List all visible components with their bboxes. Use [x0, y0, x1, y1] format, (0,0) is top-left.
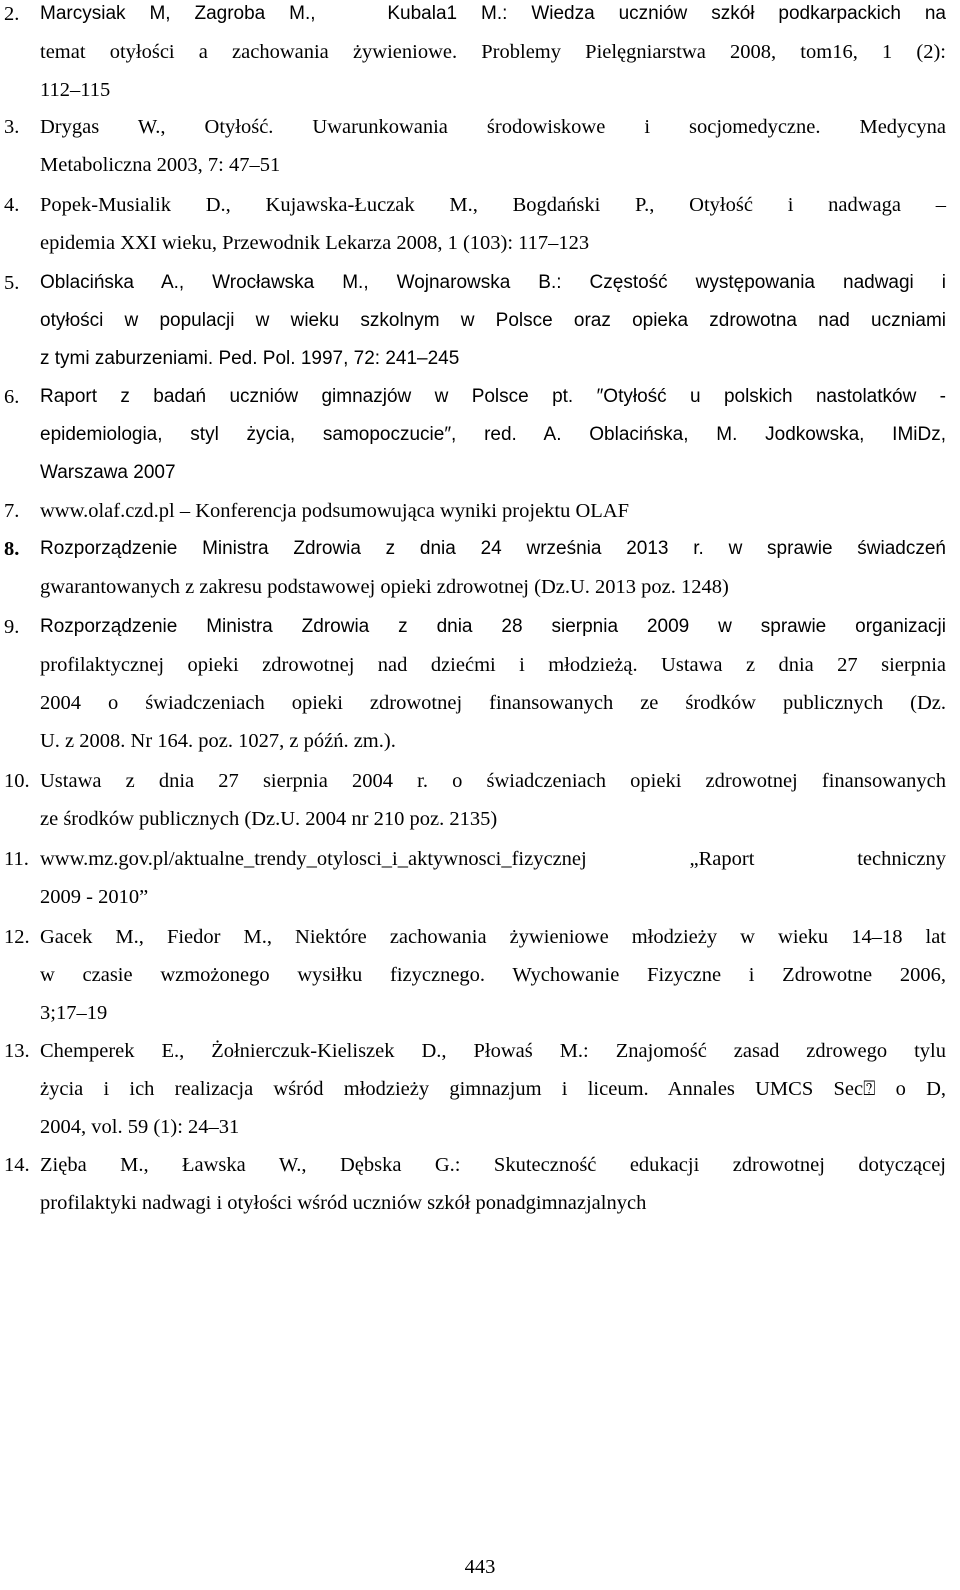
page-number: 443: [464, 1556, 496, 1578]
reference-line: 2004, vol. 59 (1): 24–31: [40, 1116, 240, 1138]
reference-line: 3;17–19: [40, 1002, 108, 1024]
reference-number: 11.: [4, 848, 29, 870]
reference-number: 6.: [4, 386, 20, 408]
reference-line: ze środków publicznych (Dz.U. 2004 nr 210 poz. 2135): [40, 808, 498, 830]
reference-number: 10.: [4, 770, 30, 792]
reference-line: Chemperek E., Żołnierczuk-Kieliszek D., Płowaś M.: Znajomość zasad zdrowego tylu: [40, 1040, 946, 1062]
reference-number: 4.: [4, 194, 20, 216]
reference-line: 2004 o świadczeniach opieki zdrowotnej finansowanych ze środków publicznych (Dz.: [40, 692, 946, 714]
reference-line: Warszawa 2007: [40, 462, 176, 483]
reference-line: U. z 2008. Nr 164. poz. 1027, z późń. zm.).: [40, 730, 396, 752]
reference-line: profilaktycznej opieki zdrowotnej nad dziećmi i młodzieżą. Ustawa z dnia 27 sierpnia: [40, 654, 946, 676]
reference-line: z tymi zaburzeniami. Ped. Pol. 1997, 72: 241–245: [40, 348, 460, 369]
reference-line: Oblacińska A., Wrocławska M., Wojnarowska B.: Częstość występowania nadwagi i: [40, 272, 946, 293]
reference-line: Drygas W., Otyłość. Uwarunkowania środowiskowe i socjomedyczne. Medycyna: [40, 116, 946, 138]
reference-number: 2.: [4, 3, 20, 25]
reference-line: Ustawa z dnia 27 sierpnia 2004 r. o świadczeniach opieki zdrowotnej finansowanych: [40, 770, 946, 792]
reference-line: otyłości w populacji w wieku szkolnym w Polsce oraz opieka zdrowotna nad uczniami: [40, 310, 946, 331]
reference-line: temat otyłości a zachowania żywieniowe. Problemy Pielęgniarstwa 2008, tom16, 1 (2):: [40, 41, 946, 63]
reference-number: 5.: [4, 272, 20, 294]
reference-line: www.mz.gov.pl/aktualne_trendy_otylosci_i_aktywnosci_fizycznej „Raport techniczny: [40, 848, 946, 870]
reference-line: Popek-Musialik D., Kujawska-Łuczak M., Bogdański P., Otyłość i nadwaga –: [40, 194, 946, 216]
reference-line: Rozporządzenie Ministra Zdrowia z dnia 28 sierpnia 2009 w sprawie organizacji: [40, 616, 946, 637]
reference-line: 112–115: [40, 79, 111, 101]
reference-line: gwarantowanych z zakresu podstawowej opieki zdrowotnej (Dz.U. 2013 poz. 1248): [40, 576, 729, 598]
reference-line: profilaktyki nadwagi i otyłości wśród uczniów szkół ponadgimnazjalnych: [40, 1192, 647, 1214]
reference-line: Marcysiak M, Zagroba M., Kubala1 M.: Wiedza uczniów szkół podkarpackich na: [40, 3, 946, 24]
reference-line: Rozporządzenie Ministra Zdrowia z dnia 24 września 2013 r. w sprawie świadczeń: [40, 538, 946, 559]
reference-line: epidemiologia, styl życia, samopoczucie″, red. A. Oblacińska, M. Jodkowska, IMiDz,: [40, 424, 946, 445]
reference-number: 12.: [4, 926, 30, 948]
reference-line: epidemia XXI wieku, Przewodnik Lekarza 2008, 1 (103): 117–123: [40, 232, 590, 254]
reference-line: Zięba M., Ławska W., Dębska G.: Skuteczność edukacji zdrowotnej dotyczącej: [40, 1154, 946, 1176]
reference-line: życia i ich realizacja wśród młodzieży gimnazjum i liceum. Annales UMCS Sec⍰ o D,: [40, 1078, 946, 1100]
reference-line: Metaboliczna 2003, 7: 47–51: [40, 154, 281, 176]
reference-line: Gacek M., Fiedor M., Niektóre zachowania żywieniowe młodzieży w wieku 14–18 lat: [40, 926, 946, 948]
reference-number: 3.: [4, 116, 20, 138]
reference-number: 14.: [4, 1154, 30, 1176]
reference-line: www.olaf.czd.pl – Konferencja podsumowująca wyniki projektu OLAF: [40, 500, 630, 522]
reference-number: 9.: [4, 616, 20, 638]
reference-number: 7.: [4, 500, 20, 522]
reference-number: 8.: [4, 538, 20, 560]
reference-line: 2009 - 2010”: [40, 886, 149, 908]
reference-line: w czasie wzmożonego wysiłku fizycznego. Wychowanie Fizyczne i Zdrowotne 2006,: [40, 964, 946, 986]
reference-number: 13.: [4, 1040, 30, 1062]
reference-line: Raport z badań uczniów gimnazjów w Polsce pt. ″Otyłość u polskich nastolatków -: [40, 386, 946, 407]
